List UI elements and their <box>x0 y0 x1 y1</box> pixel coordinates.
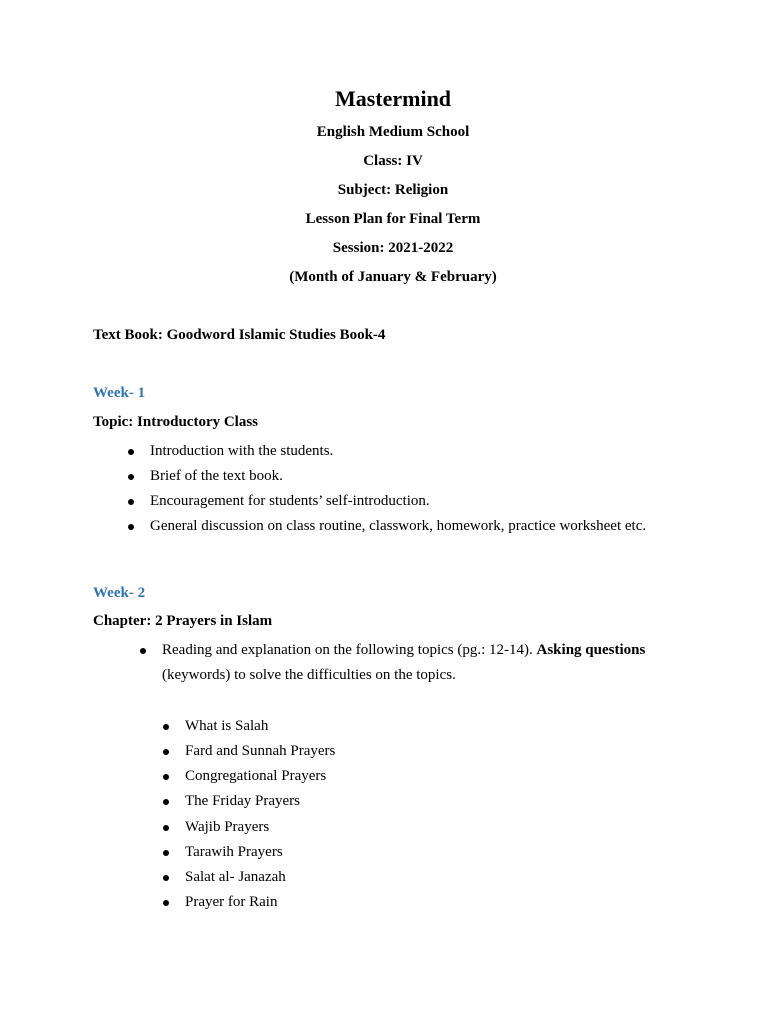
list-item <box>150 443 333 460</box>
list-item-text: Brief of the text book. <box>150 468 283 484</box>
list-item <box>185 844 283 861</box>
bullet-icon <box>163 774 169 780</box>
week-1-topic: Topic: Introductory Class <box>93 414 259 430</box>
list-item-text: Prayer for Rain <box>185 894 278 910</box>
list-item <box>185 869 286 886</box>
bullet-icon <box>128 499 134 505</box>
bullet-icon <box>128 524 134 530</box>
list-item-text: The Friday Prayers <box>185 793 300 809</box>
school-title: Mastermind <box>334 86 452 111</box>
list-item-text: Fard and Sunnah Prayers <box>185 743 336 759</box>
subject-line: Subject: Religion <box>337 182 449 198</box>
list-item-text: Congregational Prayers <box>185 768 327 784</box>
intro-emphasis: Asking questions <box>536 642 646 658</box>
list-item-text: General discussion on class routine, classwork, homework, practice worksheet etc. <box>150 518 647 534</box>
textbook-line: Text Book: Goodword Islamic Studies Book-4 <box>93 327 386 343</box>
bullet-icon <box>128 474 134 480</box>
list-item <box>185 768 326 785</box>
bullet-icon <box>163 850 169 856</box>
list-item <box>150 468 283 485</box>
list-item-text: What is Salah <box>185 718 269 734</box>
class-line: Class: IV <box>363 153 423 169</box>
week-2-intro <box>162 642 645 659</box>
list-item <box>185 793 300 810</box>
months-line: (Month of January & February) <box>289 269 497 285</box>
week-2-label: Week- 2 <box>93 585 146 601</box>
list-item <box>150 493 430 510</box>
list-item <box>185 743 335 760</box>
bullet-icon <box>163 825 169 831</box>
school-subtitle: English Medium School <box>316 124 470 140</box>
list-item-text: Salat al- Janazah <box>185 869 286 885</box>
week-2-chapter: Chapter: 2 Prayers in Islam <box>93 613 273 629</box>
bullet-icon <box>163 749 169 755</box>
bullet-icon <box>163 875 169 881</box>
bullet-icon <box>163 799 169 805</box>
list-item-text: Tarawih Prayers <box>185 844 283 860</box>
intro-text: Reading and explanation on the following topics (pg.: 12-14). <box>162 642 537 658</box>
list-item <box>185 819 269 836</box>
bullet-icon <box>128 449 134 455</box>
bullet-icon <box>163 724 169 730</box>
list-item-text: Wajib Prayers <box>185 819 270 835</box>
list-item-text: Introduction with the students. <box>150 443 334 459</box>
list-item-text: Encouragement for students’ self-introduction. <box>150 493 430 509</box>
list-item <box>185 894 277 911</box>
week-2-intro-continued: (keywords) to solve the difficulties on the topics. <box>162 667 456 683</box>
list-item <box>185 718 268 735</box>
bullet-icon <box>163 900 169 906</box>
plan-line: Lesson Plan for Final Term <box>305 211 481 227</box>
week-1-label: Week- 1 <box>93 385 146 401</box>
session-line: Session: 2021-2022 <box>332 240 454 256</box>
list-item <box>150 518 646 535</box>
bullet-icon <box>140 648 146 654</box>
